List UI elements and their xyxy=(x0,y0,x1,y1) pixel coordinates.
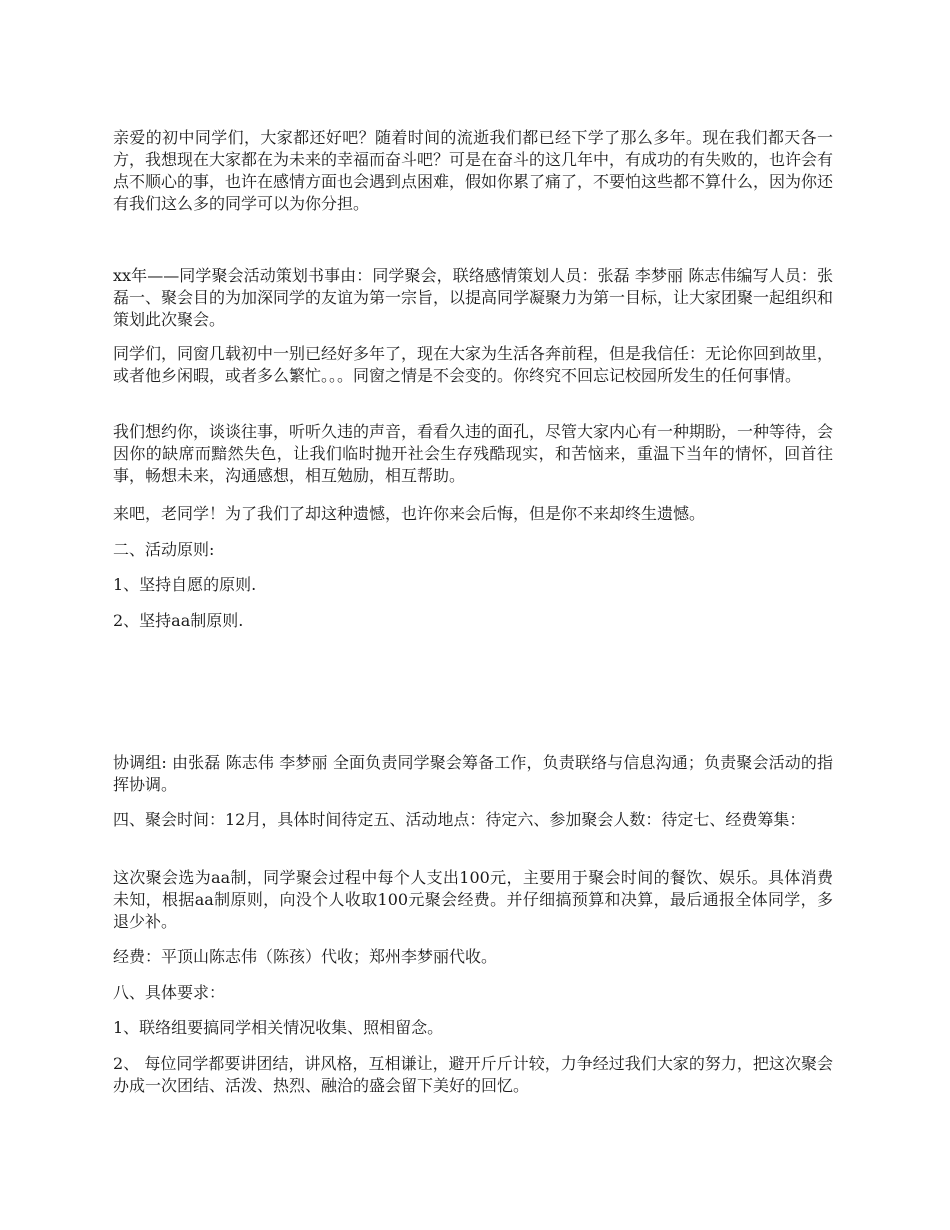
paragraph-coordination: 协调组: 由张磊 陈志伟 李梦丽 全面负责同学聚会筹备工作，负责联络与信息沟通；负责聚会活动的指挥协调。 xyxy=(113,753,833,794)
list-item-principle-1: 1、坚持自愿的原则. xyxy=(113,575,257,594)
list-item-principle-2: 2、坚持aa制原则. xyxy=(113,611,244,630)
paragraph-plan-intro: xx年——同学聚会活动策划书事由：同学聚会，联络感情策划人员：张磊 李梦丽 陈志伟编写人员：张磊一、聚会目的为加深同学的友谊为第一宗旨，以提高同学凝聚力为第一目标，让大家团聚一起组织和策划此次聚会。 xyxy=(113,266,834,329)
paragraph-greeting: 亲爱的初中同学们，大家都还好吧？随着时间的流逝我们都已经下学了那么多年。现在我们都天各一方，我想现在大家都在为未来的幸福而奋斗吧？可是在奋斗的这几年中，有成功的有失败的，也许会有点不顺心的事，也许在感情方面也会遇到点困难，假如你累了痛了，不要怕这些都不算什么，因为你还有我们这么多的同学可以为你分担。 xyxy=(113,128,834,213)
paragraph-invitation: 我们想约你，谈谈往事，听听久违的声音，看看久违的面孔，尽管大家内心有一种期盼，一种等待，会因你的缺席而黯然失色，让我们临时抛开社会生存残酷现实，和苦恼来，重温下当年的情怀，回首往事，畅想未来，沟通感想，相互勉励，相互帮助。 xyxy=(113,422,834,485)
heading-principles: 二、活动原则: xyxy=(113,540,215,559)
list-item-requirement-1: 1、联络组要搞同学相关情况收集、照相留念。 xyxy=(113,1018,444,1037)
paragraph-come-on: 来吧，老同学！为了我们了却这种遗憾，也许你来会后悔，但是你不来却终生遗憾。 xyxy=(113,504,706,523)
paragraph-classmates: 同学们，同窗几载初中一别已经好多年了，现在大家为生活各奔前程，但是我信任：无论你回到故里，或者他乡闲暇，或者多么繁忙。。。同窗之情是不会变的。你终究不回忘记校园所发生的任何事情。 xyxy=(113,344,834,385)
list-item-requirement-2: 2、 每位同学都要讲团结，讲风格，互相谦让，避开斤斤计较，力争经过我们大家的努力，把这次聚会办成一次团结、活泼、热烈、融洽的盛会留下美好的回忆。 xyxy=(113,1054,833,1095)
paragraph-time-place: 四、聚会时间：12月，具体时间待定五、活动地点：待定六、参加聚会人数：待定七、经费筹集： xyxy=(113,810,806,829)
heading-requirements: 八、具体要求： xyxy=(113,983,226,1002)
paragraph-fee-collection: 经费：平顶山陈志伟（陈孩）代收；郑州李梦丽代收。 xyxy=(113,947,498,966)
paragraph-funding: 这次聚会选为aa制，同学聚会过程中每个人支出100元，主要用于聚会时间的餐饮、娱乐。具体消费未知，根据aa制原则，向没个人收取100元聚会经费。并仔细搞预算和决算，最后通报全体同学，多退少补。 xyxy=(113,868,833,931)
